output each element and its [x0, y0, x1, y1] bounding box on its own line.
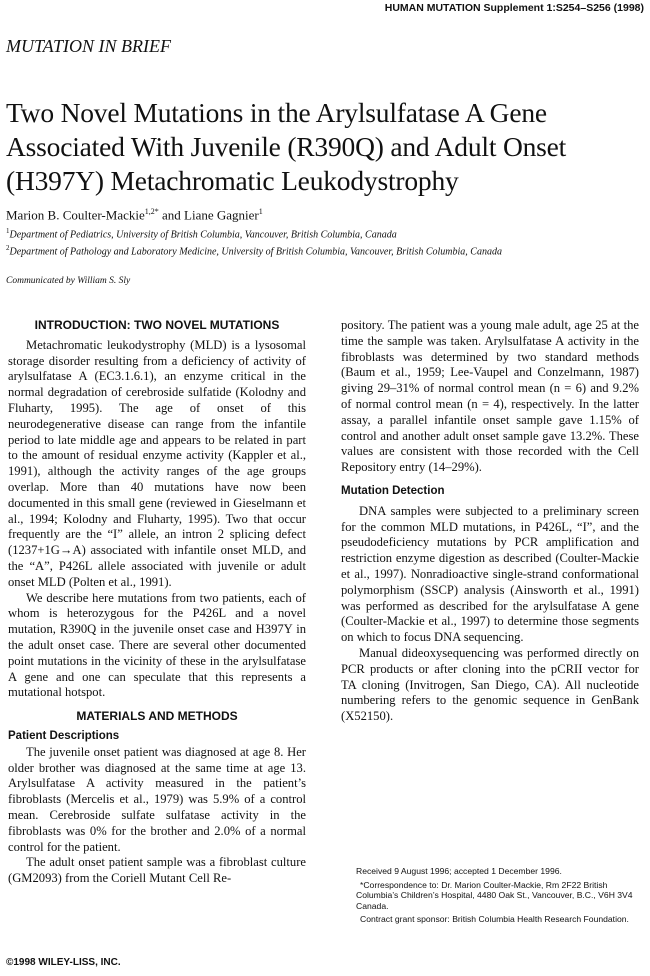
- author-name: Liane Gagnier: [184, 207, 259, 223]
- subsection-heading: Mutation Detection: [341, 484, 445, 497]
- correspondence-note: *Correspondence to: Dr. Marion Coulter-Mackie, Rm 2F22 British Columbia’s Children’s Hospital, 4480 Oak St., Vancouver, B.C., V6H 3V4 Canada.: [356, 879, 633, 911]
- author-line: [6, 207, 263, 223]
- article-title: Two Novel Mutations in the Arylsulfatase A Gene Associated With Juvenile (R390Q) and Adult Onset (H397Y) Metachromatic Leukodystrophy: [6, 97, 567, 196]
- paragraph: Manual dideoxysequencing was performed directly on PCR products or after cloning into the pCRII vector for TA cloning (Invitrogen, San Diego, CA). All nucleotide numbering refers to the genomic sequence in GenBank (X52150).: [341, 645, 639, 724]
- author-joiner: and: [158, 207, 185, 223]
- paragraph: pository. The patient was a young male adult, age 25 at the time the sample was taken. Arylsulfatase A activity in the fibroblasts was determined by two standard methods (Baum et al., 1959; Lee-Vaupel and Conzelmann, 1987) giving 29–31% of normal control mean (n = 6) and 9.2% of normal control mean (n = 4), respectively. In the latter assay, a parallel infantile onset sample gave 1.15% of control and another adult onset sample gave 13.2%. These values are consistent with those recorded with the Cell Repository entry (14–29%).: [341, 318, 639, 475]
- affiliation: [6, 244, 502, 257]
- affiliation-number: 1: [6, 227, 10, 235]
- communicated-by: Communicated by William S. Sly: [6, 276, 131, 286]
- affiliation-number: 2: [6, 244, 10, 252]
- section-label: MUTATION IN BRIEF: [6, 36, 171, 56]
- section-heading: MATERIALS AND METHODS: [76, 709, 238, 724]
- paragraph: The adult onset patient sample was a fibroblast culture (GM2093) from the Coriell Mutant Cell Re-: [8, 855, 306, 886]
- left-column: [8, 318, 306, 887]
- paragraph: The juvenile onset patient was diagnosed at age 8. Her older brother was diagnosed at the same time at age 13. Arylsulfatase A activity measured in the patient’s fibroblasts (Mercelis et al., 1979) was 5.9% of a control mean. Cerebroside sulfate sulfatase activity in the fibroblasts was 0% for the brother and 2.0% of a normal control for the patient.: [8, 744, 306, 854]
- paragraph: We describe here mutations from two patients, each of whom is heterozygous for the P426L and a novel mutation, R390Q in the juvenile onset case and H397Y in the adult onset case. There are several other documented point mutations in the vicinity of these in the arylsulfatase A gene and one can speculate that this represents a mutational hotspot.: [8, 590, 306, 700]
- subsection-heading: Patient Descriptions: [8, 729, 120, 742]
- paragraph: DNA samples were subjected to a preliminary screen for the common MLD mutations, in P426L, “I”, and the pseudodeficiency mutations by PCR amplification and restriction enzyme digestion as described (Coulter-Mackie et al., 1997). Nonradioactive single-strand conformational polymorphism (SSCP) analysis (Ainsworth et al., 1991) was performed as described for the arylsulfatase A gene (Coulter-Mackie et al., 1997) to determine those segments on which to focus DNA sequencing.: [341, 503, 639, 645]
- author-affiliation-mark: 1: [258, 207, 263, 216]
- right-column: [341, 318, 639, 725]
- footnotes: [356, 866, 640, 928]
- affiliation-text: Department of Pathology and Laboratory Medicine, University of British Columbia, Vancouver, British Columbia, Canada: [9, 246, 502, 258]
- copyright: ©1998 WILEY-LISS, INC.: [6, 957, 121, 968]
- journal-header: HUMAN MUTATION Supplement 1:S254–S256 (1998): [384, 2, 644, 14]
- section-heading: INTRODUCTION: TWO NOVEL MUTATIONS: [34, 318, 280, 332]
- affiliation-text: Department of Pediatrics, University of British Columbia, Vancouver, British Columbia, Canada: [9, 229, 397, 241]
- grant-note: Contract grant sponsor: British Columbia Health Research Foundation.: [360, 914, 629, 924]
- affiliation: [6, 227, 397, 240]
- received-note: Received 9 August 1996; accepted 1 December 1996.: [356, 866, 562, 876]
- author-name: Marion B. Coulter-Mackie: [6, 207, 145, 223]
- paragraph: Metachromatic leukodystrophy (MLD) is a lysosomal storage disorder resulting from a deficiency of activity of arylsulfatase A (EC3.1.6.1), an enzyme critical in the normal degradation of cerebroside sulfatide (Kolodny and Fluharty, 1995). The age of onset of this neurodegenerative disease can range from the infantile period to late middle age and appears to be related in part to the amount of residual enzyme activity (Kappler et al., 1991), although the activity ranges of the age groups overlap. More than 40 mutations have now been documented in this small gene (reviewed in Gieselmann et al., 1994; Kolodny and Fluharty, 1995). Two that occur frequently are the “I” allele, an intron 2 splicing defect (1237+1G→A) associated with infantile onset MLD, and the “A”, P426L allele associated with juvenile or adult onset MLD (Polten et al., 1991).: [8, 337, 306, 589]
- author-affiliation-mark: 1,2*: [144, 207, 159, 216]
